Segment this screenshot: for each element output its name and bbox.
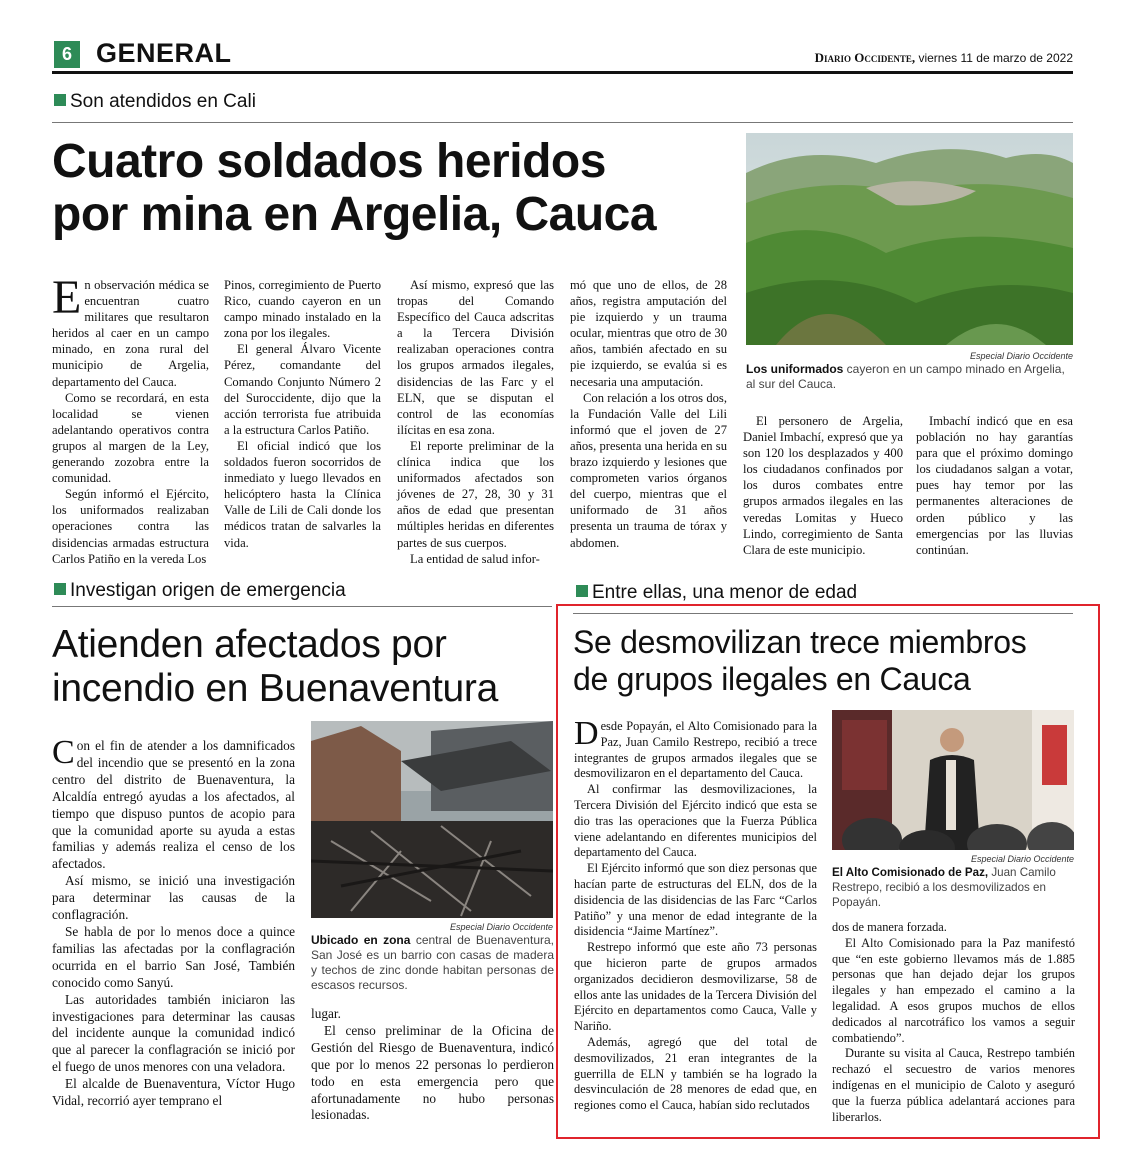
divider — [52, 606, 552, 607]
divider — [52, 122, 1073, 123]
paragraph: El censo preliminar de la Oficina de Gestión del Riesgo de Buenaventura, indicó que por lo menos 22 personas lo perdieron todo en esta emergencia pero que afortunadamente no hubo personas lesionadas. — [311, 1022, 554, 1123]
paragraph: dos de manera forzada. — [832, 920, 947, 934]
story2-kicker: Investigan origen de emergencia — [54, 580, 346, 602]
paragraph: El general Álvaro Vicente Pérez, comandante del Comando Conjunto Número 2 del Suroccidente, dijo que la acción terrorista fue atribuida a la estructura Carlos Patiño. — [224, 342, 381, 437]
paragraph: El alcalde de Buenaventura, Víctor Hugo Vidal, recorrió ayer temprano el — [52, 1076, 295, 1109]
paragraph: El Ejército informó que son diez personas que hacían parte de estructuras del ELN, dos de la disidencia de las disidencias de las Farc “Carlos Patiño” y una menor de edad integrante de la disidencia “Jaime Martínez”. — [574, 861, 817, 939]
story3-column-1 — [574, 715, 817, 1114]
story3-headline: Se desmovilizan trece miembros de grupos ilegales en Cauca — [573, 624, 1027, 697]
paragraph: Así mismo, expresó que las tropas del Comando Específico del Cauca adscritas a la Tercera División realizaban operaciones contra los grupos armados ilegales, disidencias de las Farc y el ELN, que se disputan el control de las economías ilícitas en esa zona. — [397, 278, 554, 437]
paragraph: Se habla de por lo menos doce a quince familias las afectadas por la conflagración ocurrida en el barrio San José, También conocido como Sanyú. — [52, 923, 295, 990]
story1-headline: Cuatro soldados heridos por mina en Argelia, Cauca — [52, 135, 657, 241]
mountain-landscape-image — [746, 133, 1073, 345]
story2-photo — [311, 721, 553, 918]
issue-date: viernes 11 de marzo de 2022 — [915, 51, 1073, 65]
story2-caption: Ubicado en zona central de Buenaventura, San José es un barrio con casas de madera y techos de zinc donde habitan personas de escasos recursos. — [311, 933, 554, 992]
paragraph: Las autoridades también iniciaron las investigaciones para determinar las causas del incidente aunque la comunidad indicó que al parecer la conflagración se inició por el fuego de unos menores con una veladora. — [52, 991, 295, 1075]
story3-kicker: Entre ellas, una menor de edad — [576, 582, 857, 604]
paragraph: Durante su visita al Cauca, Restrepo también rechazó el secuestro de varios menores indígenas en el municipio de Caloto y aseguró que la fuerza pública adelantará acciones para liberarlos. — [832, 1046, 1075, 1124]
paragraph: En observación médica se encuentran cuatro militares que resultaron heridos al caer en un campo minado, en zona rural del municipio de Argelia, departamento del Cauca. — [52, 271, 209, 389]
drop-cap: D — [574, 715, 599, 752]
kicker-square-icon — [54, 583, 66, 595]
drop-cap: E — [52, 271, 82, 324]
paragraph: La entidad de salud infor- — [410, 551, 540, 566]
paragraph: Como se recordará, en esta localidad se vienen adelantando operativos contra grupos al margen de la Ley, generando zozobra entre la comunidad. — [52, 390, 209, 486]
paragraph: Al confirmar las desmovilizaciones, la Tercera División del Ejército indicó que esta se dio tras las operaciones que la Fuerza Pública viene adelantando en diferentes municipios del departamento del Cauca. — [574, 782, 817, 860]
paper-name: Diario Occidente, — [814, 50, 916, 65]
story3-photo — [832, 710, 1074, 850]
story2-column-1 — [52, 734, 295, 1110]
meeting-image — [832, 710, 1074, 850]
story1-column-3 — [397, 277, 554, 567]
story2-column-2 — [311, 1006, 554, 1124]
paragraph: Así mismo, se inició una investigación para determinar las causas de la conflagración. — [52, 873, 295, 923]
drop-cap: C — [52, 734, 75, 771]
section-title: GENERAL — [96, 38, 232, 68]
paragraph: mó que uno de ellos, de 28 años, registra amputación del pie izquierdo y un trauma ocular, mientras que otro de 30 años, también afectado en su pie izquierdo, se evalúa si es necesaria una amputación. — [570, 278, 727, 389]
paragraph: El oficial indicó que los soldados fueron socorridos de inmediato y luego llevados en helicóptero hasta la Clínica Valle de Lili de Cali donde los médicos tratan de salvarles la vida. — [224, 438, 381, 550]
story3-caption: El Alto Comisionado de Paz, Juan Camilo Restrepo, recibió a los desmovilizados en Popayán. — [832, 866, 1056, 909]
masthead — [815, 50, 1073, 66]
paragraph: Pinos, corregimiento de Puerto Rico, cuando cayeron en un campo minado instalado en la zona por los ilegales. — [224, 278, 381, 341]
story1-kicker: Son atendidos en Cali — [54, 91, 256, 113]
story3-photo-credit: Especial Diario Occidente — [970, 854, 1074, 864]
story1-column-6 — [916, 413, 1073, 558]
page-number: 6 — [54, 41, 80, 68]
paragraph: El Alto Comisionado para la Paz manifestó que “en este gobierno llevamos más de 1.885 personas que han dejado dejar los grupos ilegales y han empezado el camino a la legalidad. A esos grupos muchos de ellos dedicados al narcotráfico los vamos a seguir combatiendo”. — [832, 935, 1075, 1045]
paragraph: Desde Popayán, el Alto Comisionado para la Paz, Juan Camilo Restrepo, recibió a trece integrantes de grupos armados ilegales que se desmovilizaron en el departamento del Cauca. — [574, 715, 817, 781]
paragraph: El reporte preliminar de la clínica indica que los uniformados afectados son jóvenes de 27, 28, 30 y 31 años de edad que presentan múltiples heridas en diferentes partes de sus cuerpos. — [397, 438, 554, 550]
kicker-square-icon — [54, 94, 66, 106]
paragraph: lugar. — [311, 1006, 341, 1021]
story2-headline: Atienden afectados por incendio en Buenaventura — [52, 623, 498, 710]
paragraph: Imbachí indicó que en esa población no hay garantías para que el próximo domingo los ciudadanos salgan a votar, pues hay temor por las permanentes alteraciones de orden público y las emergencias por las lluvias continúan. — [916, 414, 1073, 557]
story1-caption: Los uniformados cayeron en un campo minado en Argelia, al sur del Cauca. — [746, 362, 1065, 391]
paragraph: Según informó el Ejército, los uniformados realizaban operaciones contra las disidencias armadas estructura Carlos Patiño en la vereda Los — [52, 487, 209, 566]
paragraph: Además, agregó que del total de desmovilizados, 21 eran integrantes de la guerrilla de ELN y también se ha logrado la desvinculación de 28 menores de edad que, en regiones como el Cauca, habían sido reclutados — [574, 1034, 817, 1113]
story1-column-1 — [52, 271, 209, 567]
paragraph: Con el fin de atender a los damnificados del incendio que se presentó en la zona centro del distrito de Buenaventura, la Alcaldía entregó ayudas a los afectados, al tiempo que dispuso puntos de acopio para que la comunidad aporte su ayuda a estas familias y además realiza el censo de los afectados. — [52, 734, 295, 872]
story1-photo-credit: Especial Diario Occidente — [969, 351, 1073, 361]
story1-column-4 — [570, 277, 727, 551]
paragraph: Con relación a los otros dos, la Fundación Valle del Lili informó que el joven de 27 años, presenta una herida en su brazo izquierdo y lesiones que comprometen varios órganos del cuerpo, mientras que el uniformado de 31 años presenta un trauma de tórax y abdomen. — [570, 390, 727, 550]
story2-photo-credit: Especial Diario Occidente — [449, 922, 553, 932]
divider — [573, 613, 1073, 614]
kicker-square-icon — [576, 585, 588, 597]
header-rule — [52, 71, 1073, 74]
story1-photo — [746, 133, 1073, 345]
paragraph: Restrepo informó que este año 73 personas que hicieron parte de grupos armados organizados decidieron desmovilizarse, 58 de ellos ante las unidades de la Tercera División del Ejército en departamentos como Cauca, Valle y Nariño. — [574, 940, 817, 1034]
story3-column-2 — [832, 920, 1075, 1125]
story1-column-2 — [224, 277, 381, 551]
paragraph: El personero de Argelia, Daniel Imbachí, expresó que ya son 120 los desplazados y 400 los ciudadanos confinados por los duros combates entre grupos armados ilegales en las veredas Lomitas y Hueco Lindo, corregimiento de Santa Clara de este municipio. — [743, 414, 903, 557]
fire-damage-image — [311, 721, 553, 918]
story1-column-5 — [743, 413, 903, 558]
